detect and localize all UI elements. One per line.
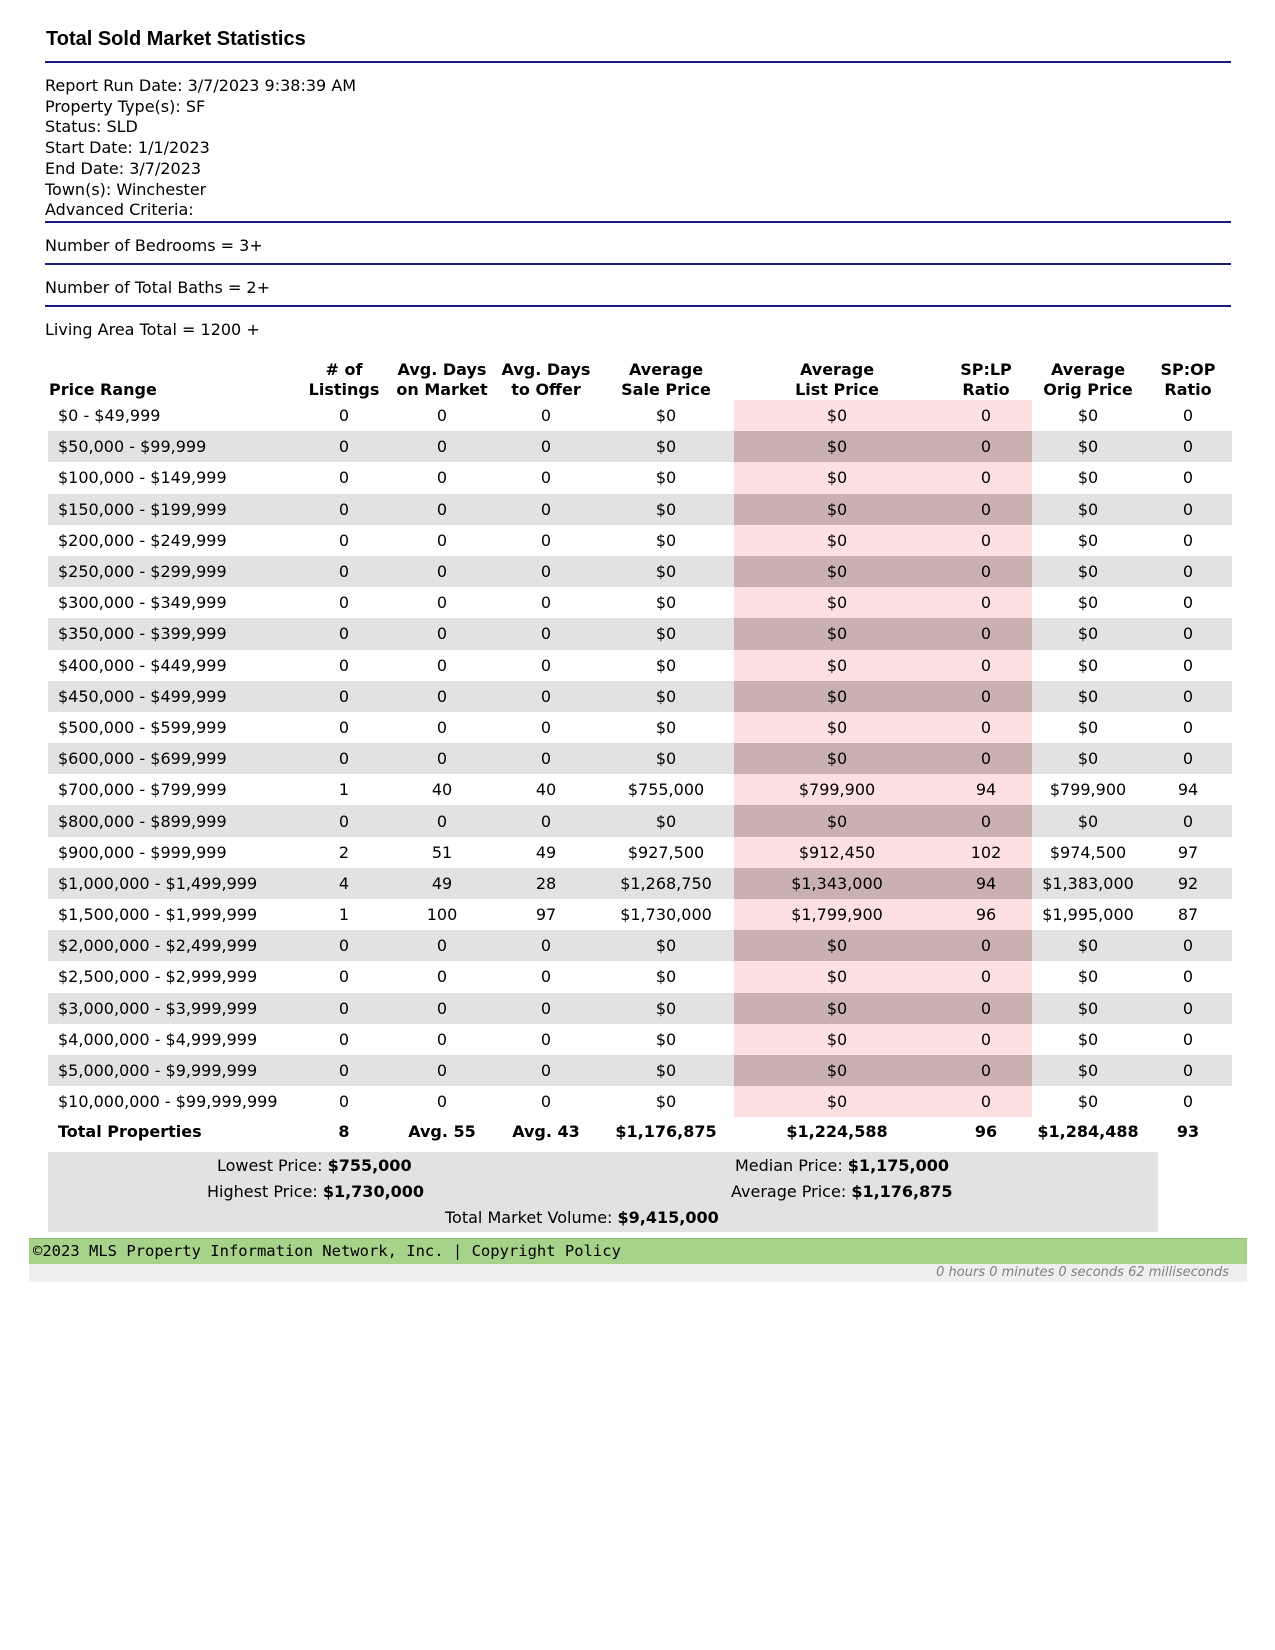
cell-days-offer: 0: [494, 930, 598, 961]
cell-list-price: $1,799,900: [734, 899, 940, 930]
cell-price-range: $0 - $49,999: [58, 406, 161, 426]
cell-days-market: 0: [390, 681, 494, 712]
cell-spop-ratio: 0: [1182, 406, 1194, 426]
cell-sale-price: $755,000: [627, 780, 705, 800]
table-row: [48, 587, 1232, 618]
report-meta: [45, 76, 356, 221]
cell-list-price: $0: [734, 556, 940, 587]
table-row: [48, 525, 1232, 556]
cell-days-market: 40: [431, 780, 453, 800]
cell-splp-ratio: 94: [940, 868, 1032, 899]
table-row: [48, 462, 1232, 493]
cell-splp-ratio: 0: [940, 805, 1032, 836]
table-row: [48, 1086, 1232, 1117]
cell-splp-ratio: 96: [940, 1117, 1032, 1145]
cell-days-offer: 97: [535, 905, 557, 925]
cell-days-market: 0: [436, 593, 448, 613]
table-row: [48, 930, 1232, 961]
cell-orig-price: $0: [1032, 993, 1144, 1024]
table-row: [48, 743, 1232, 774]
cell-spop-ratio: 97: [1177, 842, 1199, 862]
cell-days-offer: 0: [494, 618, 598, 649]
cell-splp-ratio: 0: [940, 993, 1032, 1024]
divider: [45, 221, 1231, 223]
cell-listings: 0: [298, 930, 390, 961]
cell-orig-price: $1,383,000: [1032, 868, 1144, 899]
cell-orig-price: $0: [1077, 406, 1099, 426]
cell-sale-price: $0: [598, 743, 734, 774]
cell-price-range: $150,000 - $199,999: [48, 494, 298, 525]
cell-price-range: $450,000 - $499,999: [48, 681, 298, 712]
cell-orig-price: $0: [1077, 655, 1099, 675]
cell-days-market: 49: [390, 868, 494, 899]
table-row: [48, 993, 1232, 1024]
cell-spop-ratio: 0: [1144, 993, 1232, 1024]
cell-days-offer: 0: [494, 556, 598, 587]
cell-spop-ratio: 92: [1144, 868, 1232, 899]
cell-sale-price: $0: [655, 967, 677, 987]
cell-orig-price: $1,995,000: [1042, 905, 1134, 925]
cell-orig-price: $0: [1077, 468, 1099, 488]
cell-price-range: $800,000 - $899,999: [48, 805, 298, 836]
cell-listings: 0: [338, 1029, 350, 1049]
header-splp-ratio: SP:LP Ratio: [960, 360, 1012, 399]
cell-days-market: Avg. 55: [390, 1117, 494, 1145]
cell-days-offer: 0: [540, 468, 552, 488]
copyright-policy-link[interactable]: ©2023 MLS Property Information Network, Inc. | Copyright Policy: [33, 1242, 621, 1260]
cell-list-price: $0: [734, 961, 940, 992]
summary-panel: [48, 1152, 1158, 1232]
cell-spop-ratio: 0: [1144, 930, 1232, 961]
cell-splp-ratio: 0: [940, 1024, 1032, 1055]
cell-days-market: 0: [436, 468, 448, 488]
cell-splp-ratio: 0: [940, 681, 1032, 712]
table-header-row: [48, 356, 1232, 400]
table-row: [48, 494, 1232, 525]
cell-listings: 4: [298, 868, 390, 899]
cell-sale-price: $927,500: [627, 842, 705, 862]
cell-sale-price: $0: [598, 556, 734, 587]
cell-orig-price: $0: [1077, 530, 1099, 550]
render-timer: 0 hours 0 minutes 0 seconds 62 milliseconds: [29, 1264, 1247, 1282]
cell-orig-price: $0: [1032, 930, 1144, 961]
cell-splp-ratio: 0: [940, 587, 1032, 618]
table-row: [48, 431, 1232, 462]
cell-sale-price: $0: [598, 618, 734, 649]
cell-orig-price: $0: [1077, 717, 1099, 737]
cell-sale-price: $0: [655, 468, 677, 488]
cell-listings: 0: [338, 468, 350, 488]
cell-listings: 0: [338, 655, 350, 675]
cell-price-range: Total Properties: [48, 1117, 298, 1145]
cell-days-offer: 0: [540, 593, 552, 613]
cell-spop-ratio: 0: [1144, 494, 1232, 525]
meta-towns: Town(s): Winchester: [45, 179, 207, 199]
table-total-row: [48, 1117, 1232, 1145]
meta-end-date: End Date: 3/7/2023: [45, 158, 202, 178]
divider: [45, 305, 1231, 307]
cell-splp-ratio: 0: [940, 1055, 1032, 1086]
cell-listings: 0: [298, 1055, 390, 1086]
cell-price-range: $1,000,000 - $1,499,999: [48, 868, 298, 899]
cell-days-market: 0: [436, 530, 448, 550]
table-row: [48, 868, 1232, 899]
cell-list-price: $0: [734, 618, 940, 649]
cell-days-offer: 0: [540, 967, 552, 987]
criteria-baths: Number of Total Baths = 2+: [45, 278, 271, 297]
cell-orig-price: $0: [1032, 805, 1144, 836]
cell-listings: 1: [338, 780, 350, 800]
cell-sale-price: $0: [655, 717, 677, 737]
cell-listings: 1: [338, 905, 350, 925]
cell-days-market: 0: [390, 494, 494, 525]
table-row: [48, 681, 1232, 712]
table-row: [48, 899, 1232, 930]
cell-price-range: $900,000 - $999,999: [58, 842, 227, 862]
cell-splp-ratio: 0: [940, 556, 1032, 587]
cell-spop-ratio: 0: [1144, 556, 1232, 587]
header-days-offer: Avg. Days to Offer: [501, 360, 591, 399]
cell-sale-price: $0: [598, 494, 734, 525]
cell-list-price: $0: [734, 930, 940, 961]
cell-days-market: 100: [426, 905, 458, 925]
table-row: [48, 837, 1232, 868]
cell-orig-price: $1,284,488: [1032, 1117, 1144, 1145]
cell-listings: 0: [298, 743, 390, 774]
header-days-market: Avg. Days on Market: [396, 360, 488, 399]
cell-listings: 8: [298, 1117, 390, 1145]
cell-listings: 0: [298, 618, 390, 649]
cell-price-range: $1,500,000 - $1,999,999: [58, 905, 258, 925]
cell-sale-price: $0: [598, 930, 734, 961]
cell-days-offer: 0: [540, 655, 552, 675]
cell-list-price: $0: [734, 400, 940, 431]
cell-days-market: 0: [390, 431, 494, 462]
cell-list-price: $0: [734, 805, 940, 836]
cell-days-market: 0: [390, 993, 494, 1024]
cell-price-range: $2,500,000 - $2,999,999: [58, 967, 258, 987]
cell-listings: 0: [298, 681, 390, 712]
cell-price-range: $50,000 - $99,999: [48, 431, 298, 462]
cell-spop-ratio: 0: [1182, 655, 1194, 675]
cell-list-price: $0: [734, 494, 940, 525]
cell-list-price: $0: [734, 1086, 940, 1117]
cell-days-market: 0: [390, 618, 494, 649]
cell-price-range: $10,000,000 - $99,999,999: [58, 1092, 278, 1112]
table-row: [48, 556, 1232, 587]
cell-days-market: 0: [436, 655, 448, 675]
cell-spop-ratio: 0: [1144, 743, 1232, 774]
lowest-price: Lowest Price: $755,000: [217, 1156, 412, 1175]
cell-price-range: $600,000 - $699,999: [48, 743, 298, 774]
cell-splp-ratio: 0: [940, 525, 1032, 556]
table-row: [48, 1024, 1232, 1055]
cell-days-market: 0: [390, 805, 494, 836]
cell-orig-price: $0: [1032, 556, 1144, 587]
cell-days-market: 0: [390, 1055, 494, 1086]
cell-days-market: 0: [436, 1029, 448, 1049]
cell-price-range: $500,000 - $599,999: [58, 717, 227, 737]
cell-orig-price: $0: [1032, 1055, 1144, 1086]
median-price: Median Price: $1,175,000: [735, 1156, 950, 1175]
cell-days-offer: 0: [494, 993, 598, 1024]
cell-listings: 2: [338, 842, 350, 862]
cell-list-price: $0: [734, 587, 940, 618]
divider: [45, 263, 1231, 265]
cell-list-price: $0: [734, 743, 940, 774]
cell-list-price: $0: [734, 462, 940, 493]
cell-days-market: 0: [390, 556, 494, 587]
cell-spop-ratio: 87: [1177, 905, 1199, 925]
cell-spop-ratio: 0: [1144, 805, 1232, 836]
cell-list-price: $0: [734, 993, 940, 1024]
cell-listings: 0: [298, 431, 390, 462]
cell-orig-price: $0: [1032, 618, 1144, 649]
cell-list-price: $0: [734, 650, 940, 681]
meta-start-date: Start Date: 1/1/2023: [45, 138, 210, 158]
cell-splp-ratio: 0: [940, 1086, 1032, 1117]
cell-sale-price: $0: [655, 406, 677, 426]
meta-advanced-criteria: Advanced Criteria:: [45, 200, 194, 220]
cell-list-price: $912,450: [734, 837, 940, 868]
cell-list-price: $1,224,588: [734, 1117, 940, 1145]
cell-spop-ratio: 0: [1144, 618, 1232, 649]
cell-sale-price: $0: [598, 993, 734, 1024]
copyright-footer: [29, 1238, 1247, 1264]
cell-sale-price: $0: [598, 805, 734, 836]
table-row: [48, 650, 1232, 681]
cell-sale-price: $1,730,000: [620, 905, 712, 925]
cell-days-market: 0: [436, 967, 448, 987]
meta-property-type: Property Type(s): SF: [45, 96, 206, 116]
cell-days-offer: 0: [540, 406, 552, 426]
table-row: [48, 400, 1232, 431]
cell-days-offer: 0: [540, 1029, 552, 1049]
cell-sale-price: $0: [655, 655, 677, 675]
cell-days-market: 0: [436, 717, 448, 737]
table-row: [48, 805, 1232, 836]
cell-spop-ratio: 0: [1182, 717, 1194, 737]
cell-sale-price: $0: [655, 530, 677, 550]
highest-price: Highest Price: $1,730,000: [207, 1182, 425, 1201]
cell-spop-ratio: 0: [1144, 681, 1232, 712]
cell-listings: 0: [298, 805, 390, 836]
cell-spop-ratio: 0: [1144, 1055, 1232, 1086]
cell-price-range: $2,000,000 - $2,499,999: [48, 930, 298, 961]
cell-days-offer: Avg. 43: [494, 1117, 598, 1145]
table-row: [48, 774, 1232, 805]
cell-orig-price: $0: [1077, 1092, 1099, 1112]
cell-listings: 0: [298, 993, 390, 1024]
header-listings: # of Listings: [308, 360, 380, 399]
criteria-living-area: Living Area Total = 1200 +: [45, 320, 260, 339]
cell-days-offer: 0: [494, 681, 598, 712]
cell-splp-ratio: 0: [940, 712, 1032, 743]
cell-days-offer: 28: [494, 868, 598, 899]
cell-splp-ratio: 102: [940, 837, 1032, 868]
cell-sale-price: $0: [655, 593, 677, 613]
cell-list-price: $0: [734, 681, 940, 712]
cell-price-range: $300,000 - $349,999: [58, 593, 227, 613]
meta-status: Status: SLD: [45, 117, 138, 137]
cell-spop-ratio: 94: [1177, 780, 1199, 800]
cell-price-range: $700,000 - $799,999: [58, 780, 227, 800]
cell-list-price: $0: [734, 712, 940, 743]
market-stats-table: [48, 356, 1232, 1145]
cell-price-range: $250,000 - $299,999: [48, 556, 298, 587]
cell-orig-price: $0: [1032, 431, 1144, 462]
cell-sale-price: $0: [598, 681, 734, 712]
header-price-range: Price Range: [49, 380, 157, 399]
cell-splp-ratio: 96: [940, 899, 1032, 930]
cell-days-market: 0: [436, 406, 448, 426]
cell-days-market: 0: [436, 1092, 448, 1112]
report-title: Total Sold Market Statistics: [46, 28, 306, 50]
cell-spop-ratio: 0: [1182, 1092, 1194, 1112]
header-orig-price: Average Orig Price: [1043, 360, 1133, 399]
cell-list-price: $0: [734, 431, 940, 462]
cell-listings: 0: [338, 593, 350, 613]
total-market-volume: Total Market Volume: $9,415,000: [445, 1208, 719, 1227]
cell-price-range: $5,000,000 - $9,999,999: [48, 1055, 298, 1086]
table-row: [48, 618, 1232, 649]
cell-price-range: $100,000 - $149,999: [58, 468, 227, 488]
cell-splp-ratio: 0: [940, 618, 1032, 649]
cell-days-market: 0: [390, 930, 494, 961]
cell-sale-price: $0: [598, 431, 734, 462]
cell-orig-price: $0: [1077, 593, 1099, 613]
cell-orig-price: $0: [1077, 967, 1099, 987]
average-price: Average Price: $1,176,875: [731, 1182, 953, 1201]
cell-list-price: $1,343,000: [734, 868, 940, 899]
cell-price-range: $3,000,000 - $3,999,999: [48, 993, 298, 1024]
cell-listings: 0: [338, 406, 350, 426]
cell-listings: 0: [298, 494, 390, 525]
cell-spop-ratio: 0: [1182, 530, 1194, 550]
cell-spop-ratio: 0: [1182, 1029, 1194, 1049]
header-spop-ratio: SP:OP Ratio: [1160, 360, 1216, 399]
cell-spop-ratio: 0: [1144, 431, 1232, 462]
cell-price-range: $200,000 - $249,999: [58, 530, 227, 550]
table-row: [48, 1055, 1232, 1086]
cell-orig-price: $0: [1077, 1029, 1099, 1049]
cell-days-offer: 0: [540, 1092, 552, 1112]
table-row: [48, 961, 1232, 992]
cell-days-offer: 0: [540, 717, 552, 737]
cell-spop-ratio: 0: [1182, 967, 1194, 987]
cell-price-range: $350,000 - $399,999: [48, 618, 298, 649]
cell-splp-ratio: 0: [940, 961, 1032, 992]
cell-listings: 0: [338, 967, 350, 987]
cell-list-price: $799,900: [734, 774, 940, 805]
cell-orig-price: $0: [1032, 743, 1144, 774]
cell-days-offer: 0: [494, 431, 598, 462]
cell-days-offer: 0: [540, 530, 552, 550]
cell-orig-price: $0: [1032, 494, 1144, 525]
cell-days-market: 51: [431, 842, 453, 862]
cell-spop-ratio: 93: [1144, 1117, 1232, 1145]
cell-splp-ratio: 0: [940, 930, 1032, 961]
cell-list-price: $0: [734, 525, 940, 556]
cell-splp-ratio: 0: [940, 494, 1032, 525]
cell-days-offer: 0: [494, 1055, 598, 1086]
cell-days-market: 0: [390, 743, 494, 774]
cell-splp-ratio: 0: [940, 462, 1032, 493]
meta-run-date: Report Run Date: 3/7/2023 9:38:39 AM: [45, 76, 357, 95]
cell-days-offer: 49: [535, 842, 557, 862]
cell-orig-price: $0: [1032, 681, 1144, 712]
cell-sale-price: $1,268,750: [598, 868, 734, 899]
cell-days-offer: 0: [494, 494, 598, 525]
cell-orig-price: $799,900: [1049, 780, 1127, 800]
cell-listings: 0: [338, 1092, 350, 1112]
cell-splp-ratio: 0: [940, 650, 1032, 681]
header-list-price: Average List Price: [795, 360, 879, 399]
cell-list-price: $0: [734, 1024, 940, 1055]
cell-days-offer: 0: [494, 743, 598, 774]
cell-price-range: $4,000,000 - $4,999,999: [58, 1029, 258, 1049]
divider: [45, 61, 1231, 63]
cell-sale-price: $0: [598, 1055, 734, 1086]
cell-list-price: $0: [734, 1055, 940, 1086]
cell-splp-ratio: 0: [940, 431, 1032, 462]
header-sale-price: Average Sale Price: [621, 360, 711, 399]
cell-orig-price: $974,500: [1049, 842, 1127, 862]
cell-splp-ratio: 0: [940, 400, 1032, 431]
cell-sale-price: $0: [655, 1029, 677, 1049]
table-row: [48, 712, 1232, 743]
cell-splp-ratio: 0: [940, 743, 1032, 774]
cell-splp-ratio: 94: [940, 774, 1032, 805]
cell-days-offer: 0: [494, 805, 598, 836]
cell-spop-ratio: 0: [1182, 593, 1194, 613]
cell-listings: 0: [338, 717, 350, 737]
cell-listings: 0: [338, 530, 350, 550]
cell-price-range: $400,000 - $449,999: [58, 655, 227, 675]
cell-sale-price: $1,176,875: [598, 1117, 734, 1145]
cell-days-offer: 40: [535, 780, 557, 800]
cell-sale-price: $0: [655, 1092, 677, 1112]
cell-spop-ratio: 0: [1182, 468, 1194, 488]
cell-listings: 0: [298, 556, 390, 587]
criteria-bedrooms: Number of Bedrooms = 3+: [45, 236, 263, 255]
